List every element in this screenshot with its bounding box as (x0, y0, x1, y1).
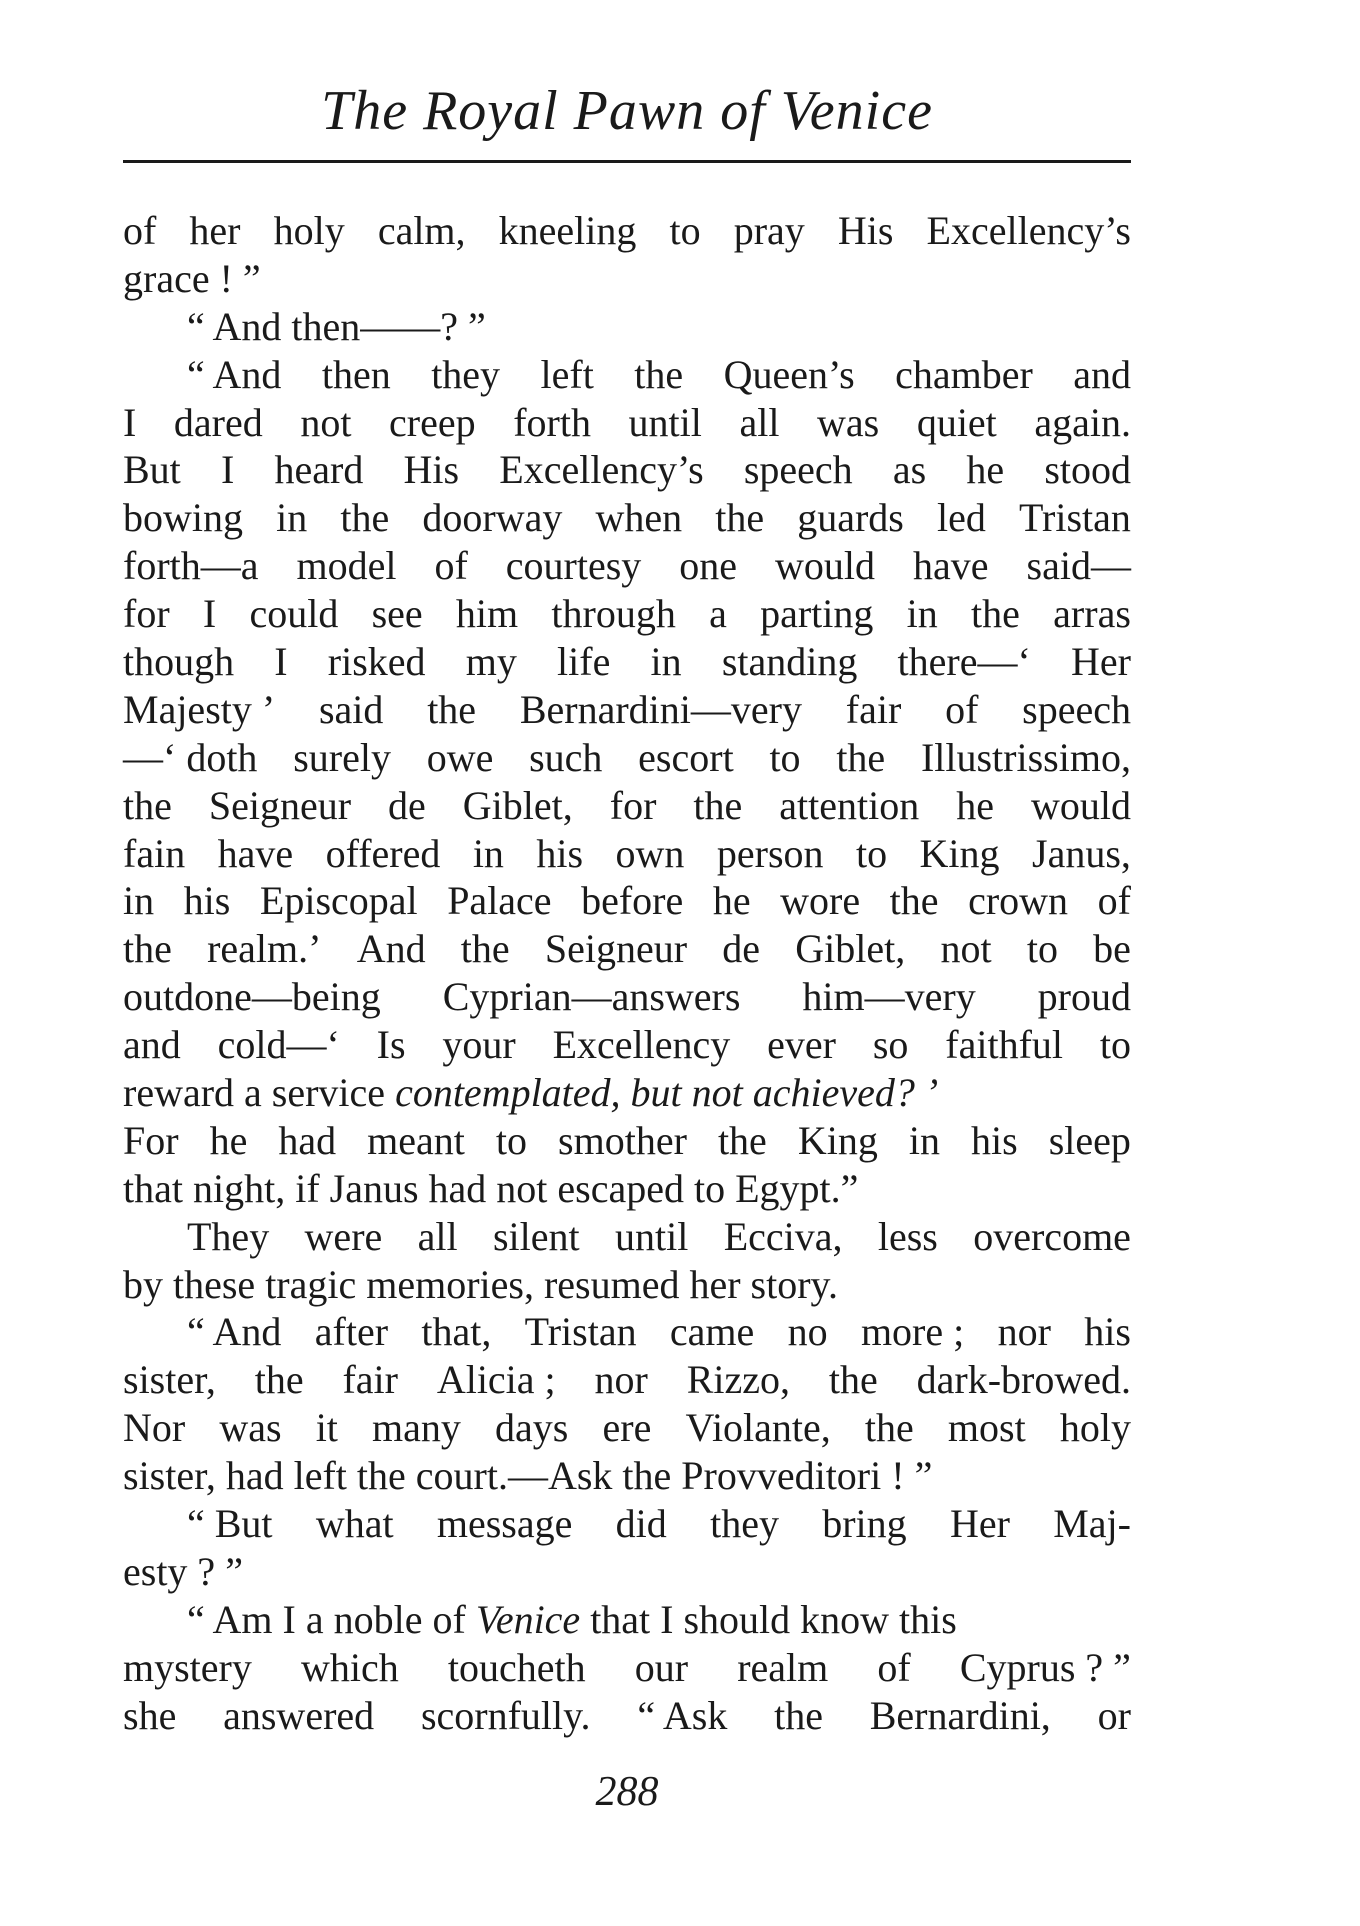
word: the (971, 591, 1020, 637)
word: realm.’ (207, 926, 322, 972)
word: fair (342, 1357, 398, 1403)
word: quiet (916, 399, 997, 445)
word: for (609, 782, 657, 828)
word: escort (638, 734, 734, 780)
word: But (123, 447, 181, 493)
word: “ And (187, 351, 282, 397)
word: the (889, 878, 939, 924)
word: said (318, 686, 384, 732)
text-line (123, 1213, 1131, 1261)
word: was (219, 1405, 282, 1451)
word: led (937, 495, 986, 541)
word: speech (743, 447, 853, 493)
word: scornfully. (420, 1692, 591, 1738)
word: fair (845, 686, 902, 732)
word: would (1030, 782, 1131, 828)
text-run: that I should know this (580, 1596, 957, 1642)
word: life (557, 639, 611, 685)
word: all (417, 1213, 458, 1259)
text-line (123, 494, 1131, 542)
text-line (123, 782, 1131, 830)
word: heard (274, 447, 364, 493)
text-line (123, 1500, 1131, 1548)
word: not (940, 926, 992, 972)
page-number: 288 (595, 1769, 659, 1815)
word: have (913, 543, 989, 589)
word: They (187, 1213, 270, 1259)
text-line (123, 1692, 1131, 1740)
word: his (1084, 1309, 1131, 1355)
word: outdone—being (123, 974, 381, 1020)
word: holy (1059, 1405, 1131, 1451)
word: model (296, 543, 397, 589)
word: the (340, 495, 390, 541)
word: Her (1070, 639, 1131, 685)
word: Tristan (524, 1309, 637, 1355)
word: offered (325, 830, 441, 876)
word: the (693, 782, 743, 828)
word: for (123, 591, 170, 637)
word: of (945, 686, 979, 732)
word: Violante, (685, 1405, 831, 1451)
word: speech (1022, 686, 1131, 732)
word: King (797, 1117, 878, 1163)
word: calm, (377, 208, 466, 253)
text-line (123, 590, 1131, 638)
word: fain (123, 830, 186, 876)
text-line (123, 830, 1131, 878)
word: I (274, 639, 288, 685)
word: did (615, 1501, 667, 1547)
text-line: sister, had left the court.—Ask the Provveditori ! ” (123, 1453, 933, 1499)
word: what (315, 1501, 394, 1547)
word: faithful (945, 1022, 1064, 1068)
word: own (615, 830, 685, 876)
word: in (650, 639, 682, 685)
word: Her (949, 1501, 1010, 1547)
word: Nor (123, 1405, 186, 1451)
word: left (540, 351, 594, 397)
word: Majesty ’ (123, 686, 276, 732)
word: in (908, 1117, 940, 1163)
word: cold—‘ (217, 1022, 340, 1068)
word: overcome (973, 1213, 1131, 1259)
word: kneeling (498, 208, 637, 253)
text-line (123, 973, 1131, 1021)
text-line: grace ! ” (123, 255, 261, 301)
word: came (669, 1309, 755, 1355)
word: message (436, 1501, 573, 1547)
word: the (828, 1357, 878, 1403)
word: of (877, 1644, 911, 1690)
italic-text: contemplated, but not achieved? ’ (395, 1070, 939, 1116)
word: see (371, 591, 423, 637)
word: he (209, 1117, 248, 1163)
word: my (465, 639, 517, 685)
text-line (123, 1356, 1131, 1404)
word: King (919, 830, 1000, 876)
word: to (769, 734, 801, 780)
word: he (712, 878, 751, 924)
word: the (427, 686, 477, 732)
word: nor (997, 1309, 1051, 1355)
word: guards (797, 495, 904, 541)
word: to (1026, 926, 1058, 972)
word: bowing (123, 495, 243, 541)
word: de (722, 926, 761, 972)
word: it (315, 1405, 338, 1451)
word: said— (1026, 543, 1131, 589)
body-text (123, 207, 1131, 1740)
text-line (123, 1308, 1131, 1356)
word: Seigneur (208, 782, 352, 828)
word: of (434, 543, 468, 589)
word: answered (223, 1692, 375, 1738)
word: —‘ doth (123, 734, 258, 780)
word: to (495, 1117, 528, 1163)
word: to (855, 830, 888, 876)
word: meant (367, 1117, 465, 1163)
word: Giblet, (795, 926, 906, 972)
text-line (123, 446, 1131, 494)
word: I (123, 399, 137, 445)
italic-text: Venice (475, 1596, 581, 1642)
word: wore (780, 878, 861, 924)
word: could (249, 591, 339, 637)
word: the (123, 926, 172, 972)
word: she (123, 1692, 177, 1738)
word: For (123, 1117, 179, 1163)
word: there—‘ (897, 639, 1031, 685)
word: his (183, 878, 231, 924)
word: which (301, 1644, 399, 1690)
word: Rizzo, (686, 1357, 791, 1403)
word: Bernardini, (869, 1692, 1051, 1738)
word: be (1093, 926, 1131, 972)
text-line: esty ? ” (123, 1548, 243, 1594)
word: your (442, 1022, 516, 1068)
word: Excellency (552, 1022, 731, 1068)
word: stood (1044, 447, 1131, 493)
text-run: “ Am I a noble of (187, 1596, 476, 1642)
word: sister, (123, 1357, 216, 1403)
word: smother (558, 1117, 687, 1163)
word: His (403, 447, 460, 493)
word: Excellency’s (499, 447, 704, 493)
word: had (278, 1117, 337, 1163)
word: “ And (187, 1309, 282, 1355)
word: so (872, 1022, 909, 1068)
word: risked (327, 639, 426, 685)
word: Alicia ; (436, 1357, 556, 1403)
word: And (356, 926, 426, 972)
word: then (321, 351, 391, 397)
word: the (460, 926, 510, 972)
word: arras (1053, 591, 1131, 637)
word: her (189, 208, 241, 253)
text-line (123, 638, 1131, 686)
text-line: by these tragic memories, resumed her story. (123, 1261, 838, 1307)
word: person (716, 830, 824, 876)
word: the (715, 495, 765, 541)
word: were (304, 1213, 383, 1259)
word: Palace (447, 878, 552, 924)
word: Ecciva, (723, 1213, 843, 1259)
running-head-title: The Royal Pawn of Venice (321, 80, 933, 142)
word: as (892, 447, 927, 493)
word: the (634, 351, 684, 397)
text-line (123, 877, 1131, 925)
word: in (123, 878, 155, 924)
text-line (123, 1117, 1131, 1165)
word: our (634, 1644, 689, 1690)
word: to (1099, 1022, 1131, 1068)
word: the (864, 1405, 914, 1451)
word: Maj- (1053, 1501, 1131, 1547)
word: forth (513, 399, 591, 445)
word: days (495, 1405, 569, 1451)
text-line (123, 734, 1131, 782)
word: not (300, 399, 352, 445)
word: or (1097, 1692, 1131, 1738)
word: no (787, 1309, 828, 1355)
word: I (220, 447, 235, 493)
word: all (739, 399, 780, 445)
word: dared (173, 399, 263, 445)
word: holy (273, 208, 345, 253)
word: doorway (422, 495, 563, 541)
word: His (837, 208, 894, 253)
word: ere (602, 1405, 652, 1451)
word: he (966, 447, 1005, 493)
word: the (836, 734, 886, 780)
word: Illustrissimo, (920, 734, 1131, 780)
word: he (956, 782, 994, 828)
word: Bernardini—very (519, 686, 802, 732)
word: and (123, 1022, 181, 1068)
word: though (123, 639, 235, 685)
text-line (123, 686, 1131, 734)
word: they (431, 351, 501, 397)
word: his (536, 830, 584, 876)
text-line (123, 925, 1131, 973)
word: mystery (123, 1644, 252, 1690)
word: such (529, 734, 603, 780)
word: surely (293, 734, 391, 780)
text-line: that night, if Janus had not escaped to Egypt.” (123, 1165, 859, 1211)
word: a (709, 591, 727, 637)
word: until (615, 1213, 689, 1259)
word: sleep (1048, 1117, 1131, 1163)
word: when (595, 495, 683, 541)
word: of (1097, 878, 1131, 924)
word: in (276, 495, 308, 541)
word: parting (760, 591, 874, 637)
word: that, (421, 1309, 492, 1355)
word: de (388, 782, 426, 828)
word: have (217, 830, 294, 876)
word: realm (737, 1644, 829, 1690)
word: attention (779, 782, 920, 828)
word: through (551, 591, 676, 637)
text-line (123, 1596, 1131, 1644)
word: Episcopal (259, 878, 418, 924)
word: Queen’s (723, 351, 855, 397)
word: “ Ask (637, 1692, 728, 1738)
text-line (123, 1644, 1131, 1692)
word: more ; (860, 1309, 965, 1355)
text-run: reward a service (123, 1070, 396, 1116)
word: Cyprus ? ” (959, 1644, 1131, 1690)
word: the (774, 1692, 823, 1738)
word: was (817, 399, 880, 445)
word: would (775, 543, 876, 589)
word: Cyprian—answers (442, 974, 741, 1020)
word: ever (767, 1022, 836, 1068)
word: the (717, 1117, 767, 1163)
word: crown (968, 878, 1069, 924)
word: him (455, 591, 519, 637)
word: Excellency’s (926, 208, 1131, 253)
word: until (628, 399, 702, 445)
word: less (877, 1213, 938, 1259)
word: silent (492, 1213, 580, 1259)
word: nor (594, 1357, 648, 1403)
word: owe (426, 734, 494, 780)
word: courtesy (505, 543, 642, 589)
word: standing (721, 639, 858, 685)
word: Janus, (1032, 830, 1131, 876)
word: I (202, 591, 217, 637)
text-line (123, 542, 1131, 590)
word: to (669, 208, 701, 253)
word: most (947, 1405, 1026, 1451)
word: him—very (802, 974, 976, 1020)
word: after (314, 1309, 389, 1355)
text-line (123, 351, 1131, 399)
word: proud (1037, 974, 1131, 1020)
word: the (254, 1357, 304, 1403)
word: many (372, 1405, 461, 1451)
word: in (472, 830, 504, 876)
word: Is (376, 1022, 406, 1068)
word: of (123, 208, 157, 253)
word: dark-browed. (916, 1357, 1131, 1403)
header-rule (123, 160, 1131, 163)
text-line (123, 207, 1131, 255)
word: the (123, 782, 172, 828)
text-line: “ And then——? ” (187, 303, 486, 349)
word: in (906, 591, 938, 637)
word: “ But (187, 1501, 273, 1547)
text-line (123, 399, 1131, 447)
word: Tristan (1019, 495, 1131, 541)
word: forth—a (123, 543, 259, 589)
word: his (970, 1117, 1018, 1163)
word: toucheth (447, 1644, 586, 1690)
word: Seigneur (544, 926, 688, 972)
word: they (710, 1501, 779, 1547)
word: before (581, 878, 684, 924)
word: creep (389, 399, 476, 445)
word: again. (1034, 399, 1131, 445)
word: bring (822, 1501, 907, 1547)
text-line (123, 1069, 1131, 1117)
word: and (1073, 351, 1131, 397)
word: pray (733, 208, 805, 253)
word: chamber (895, 351, 1033, 397)
text-line (123, 1021, 1131, 1069)
text-line (123, 1404, 1131, 1452)
word: one (679, 543, 738, 589)
word: Giblet, (462, 782, 573, 828)
